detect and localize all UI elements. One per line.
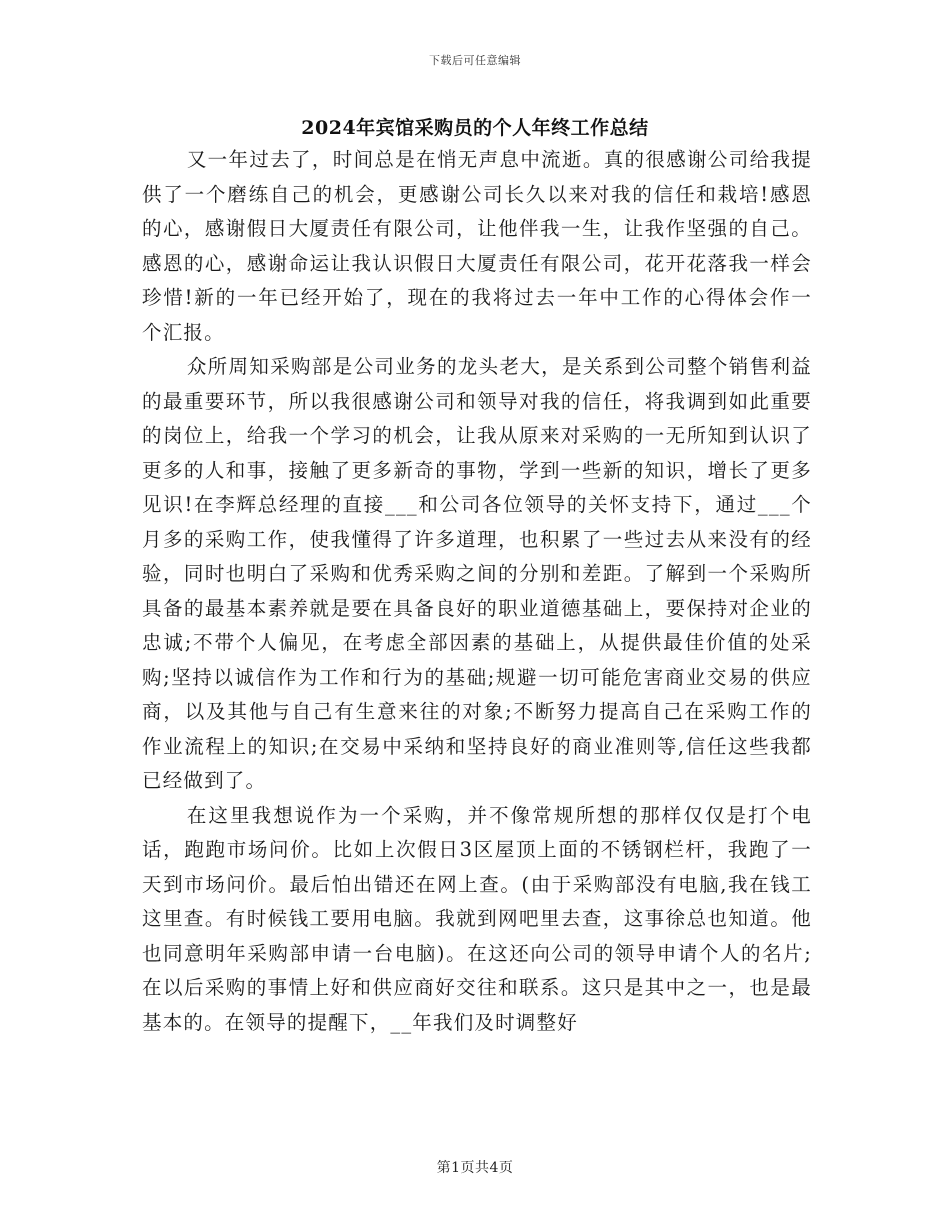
paragraph-1: 又一年过去了，时间总是在悄无声息中流逝。真的很感谢公司给我提供了一个磨练自己的机会，更感谢公司长久以来对我的信任和栽培!感恩的心，感谢假日大厦责任有限公司，让他伴我一生，让我作坚强的自己。感恩的心，感谢命运让我认识假日大厦责任有限公司，花开花落我一样会珍惜!新的一年已经开始了，现在的我将过去一年中工作的心得体会作一个汇报。 (142, 148, 812, 344)
paragraph-2: 众所周知采购部是公司业务的龙头老大，是关系到公司整个销售利益的最重要环节，所以我很感谢公司和领导对我的信任，将我调到如此重要的岗位上，给我一个学习的机会，让我从原来对采购的一无所知到认识了更多的人和事，接触了更多新奇的事物，学到一些新的知识，增长了更多见识!在李辉总经理的直接___和公司各位领导的关怀支持下，通过___个月多的采购工作，使我懂得了许多道理，也积累了一些过去从来没有的经验，同时也明白了采购和优秀采购之间的分别和差距。了解到一个采购所具备的最基本素养就是要在具备良好的职业道德基础上，要保持对企业的忠诚;不带个人偏见，在考虑全部因素的基础上，从提供最佳价值的处采购;坚持以诚信作为工作和行为的基础;规避一切可能危害商业交易的供应商，以及其他与自己有生意来往的对象;不断努力提高自己在采购工作的作业流程上的知识;在交易中采纳和坚持良好的商业准则等,信任这些我都已经做到了。 (142, 355, 812, 792)
document-title: 2024年宾馆采购员的个人年终工作总结 (301, 117, 649, 139)
header-note: 下载后可任意编辑 (429, 54, 521, 67)
paragraph-3: 在这里我想说作为一个采购，并不像常规所想的那样仅仅是打个电话，跑跑市场问价。比如上次假日3区屋顶上面的不锈钢栏杆，我跑了一天到市场问价。最后怕出错还在网上查。(由于采购部没有电脑,我在钱工这里查。有时候钱工要用电脑。我就到网吧里去查，这事徐总也知道。他也同意明年采购部申请一台电脑)。在这还向公司的领导申请个人的名片;在以后采购的事情上好和供应商好交往和联系。这只是其中之一，也是最基本的。在领导的提醒下，__年我们及时调整好 (142, 803, 812, 1034)
document-body (142, 143, 812, 1040)
page-number: 第1页共4页 (436, 1160, 514, 1176)
